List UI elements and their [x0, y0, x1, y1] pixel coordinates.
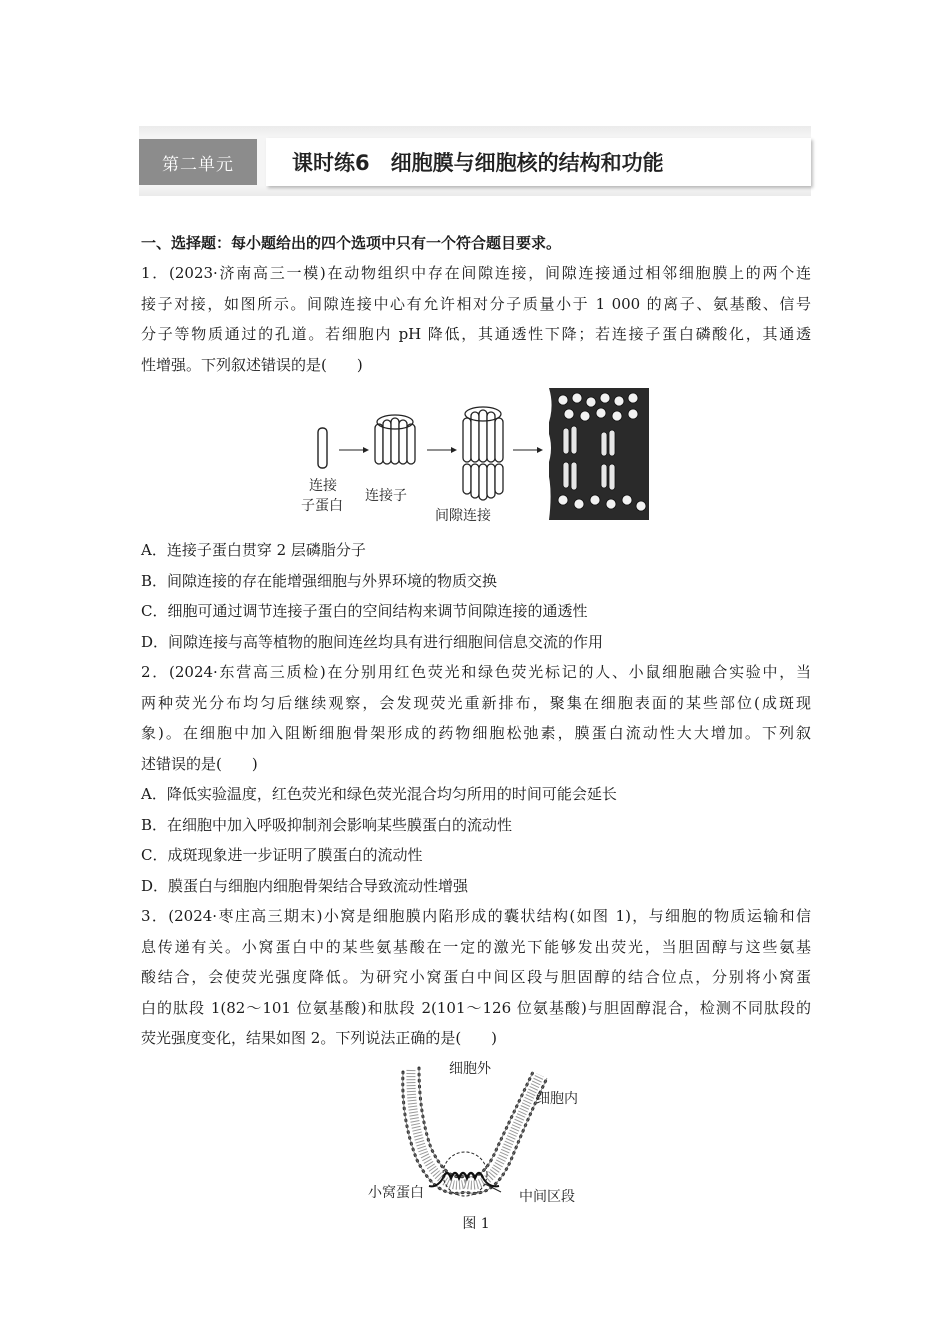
outside-label: 细胞外	[449, 1060, 491, 1077]
connexon-label: 连接子	[365, 488, 407, 504]
question-1-line: 性增强。下列叙述错误的是( )	[141, 355, 363, 374]
middle-segment-label: 中间区段	[519, 1188, 575, 1205]
question-2-line: 象)。在细胞中加入阻断细胞骨架形成的药物细胞松弛素，膜蛋白流动性大大增加。下列叙	[141, 724, 811, 742]
question-3-line: 白的肽段 1(82～101 位氨基酸)和肽段 2(101～126 位氨基酸)与胆固醇混合，检测不同肽段的	[141, 998, 811, 1017]
question-2-line: 两种荧光分布均匀后继续观察，会发现荧光重新排布，聚集在细胞表面的某些部位(成斑现	[141, 693, 811, 712]
option-d: D．间隙连接与高等植物的胞间连丝均具有进行细胞间信息交流的作用	[141, 632, 604, 651]
caveola-figure	[141, 1060, 811, 1210]
option-c: C．成斑现象进一步证明了膜蛋白的流动性	[141, 846, 423, 864]
connexin-label: 子蛋白	[301, 498, 343, 514]
caveolin-label: 小窝蛋白	[368, 1184, 424, 1201]
question-1-line: 接子对接，如图所示。间隙连接中心有允许相对分子质量小于 1 000 的离子、氨基酸、信号	[141, 294, 811, 313]
inside-label: 细胞内	[536, 1090, 578, 1107]
question-2	[141, 657, 811, 901]
question-1-line: 分子等物质通过的孔道。若细胞内 pH 降低，其通透性下降；若连接子蛋白磷酸化，其通透	[141, 325, 811, 343]
question-3-line: 息传递有关。小窝蛋白中的某些氨基酸在一定的激光下能够发出荧光，当胆固醇与这些氨基	[141, 937, 811, 956]
option-a: A．降低实验温度，红色荧光和绿色荧光混合均匀所用的时间可能会延长	[141, 785, 617, 803]
question-3-line: 酸结合，会使荧光强度降低。为研究小窝蛋白中间区段与胆固醇的结合位点，分别将小窝蛋	[141, 968, 811, 986]
question-3-line: 3．(2024·枣庄高三期末)小窝是细胞膜内陷形成的囊状结构(如图 1)，与细胞的物质运输和信	[141, 907, 811, 925]
option-b: B．在细胞中加入呼吸抑制剂会影响某些膜蛋白的流动性	[141, 815, 513, 834]
question-1	[141, 258, 811, 657]
option-c: C．细胞可通过调节连接子蛋白的空间结构来调节间隙连接的通透性	[141, 602, 588, 620]
page-title: 课时练6 细胞膜与细胞核的结构和功能	[266, 138, 811, 186]
gap-junction-figure	[141, 388, 811, 533]
option-b: B．间隙连接的存在能增强细胞与外界环境的物质交换	[141, 571, 498, 590]
section-heading: 一、选择题：每小题给出的四个选项中只有一个符合题目要求。	[141, 234, 562, 252]
gap-junction-diagram	[301, 388, 651, 523]
gap-junction-label: 间隙连接	[435, 508, 491, 524]
question-3	[141, 901, 811, 1234]
unit-label: 第二单元	[139, 139, 257, 185]
figure-caption: 图 1	[462, 1215, 490, 1232]
connexin-label: 连接	[309, 478, 337, 494]
option-a: A．连接子蛋白贯穿 2 层磷脂分子	[141, 541, 366, 559]
option-d: D．膜蛋白与细胞内细胞骨架结合导致流动性增强	[141, 876, 469, 895]
question-1-line: 1．(2023·济南高三一模)在动物组织中存在间隙连接，间隙连接通过相邻细胞膜上的两个连	[141, 264, 811, 282]
question-2-line: 2．(2024·东营高三质检)在分别用红色荧光和绿色荧光标记的人、小鼠细胞融合实验中，当	[141, 663, 811, 681]
worksheet-body	[141, 228, 811, 1234]
question-2-line: 述错误的是( )	[141, 754, 258, 773]
question-3-line: 荧光强度变化，结果如图 2。下列说法正确的是( )	[141, 1029, 498, 1047]
